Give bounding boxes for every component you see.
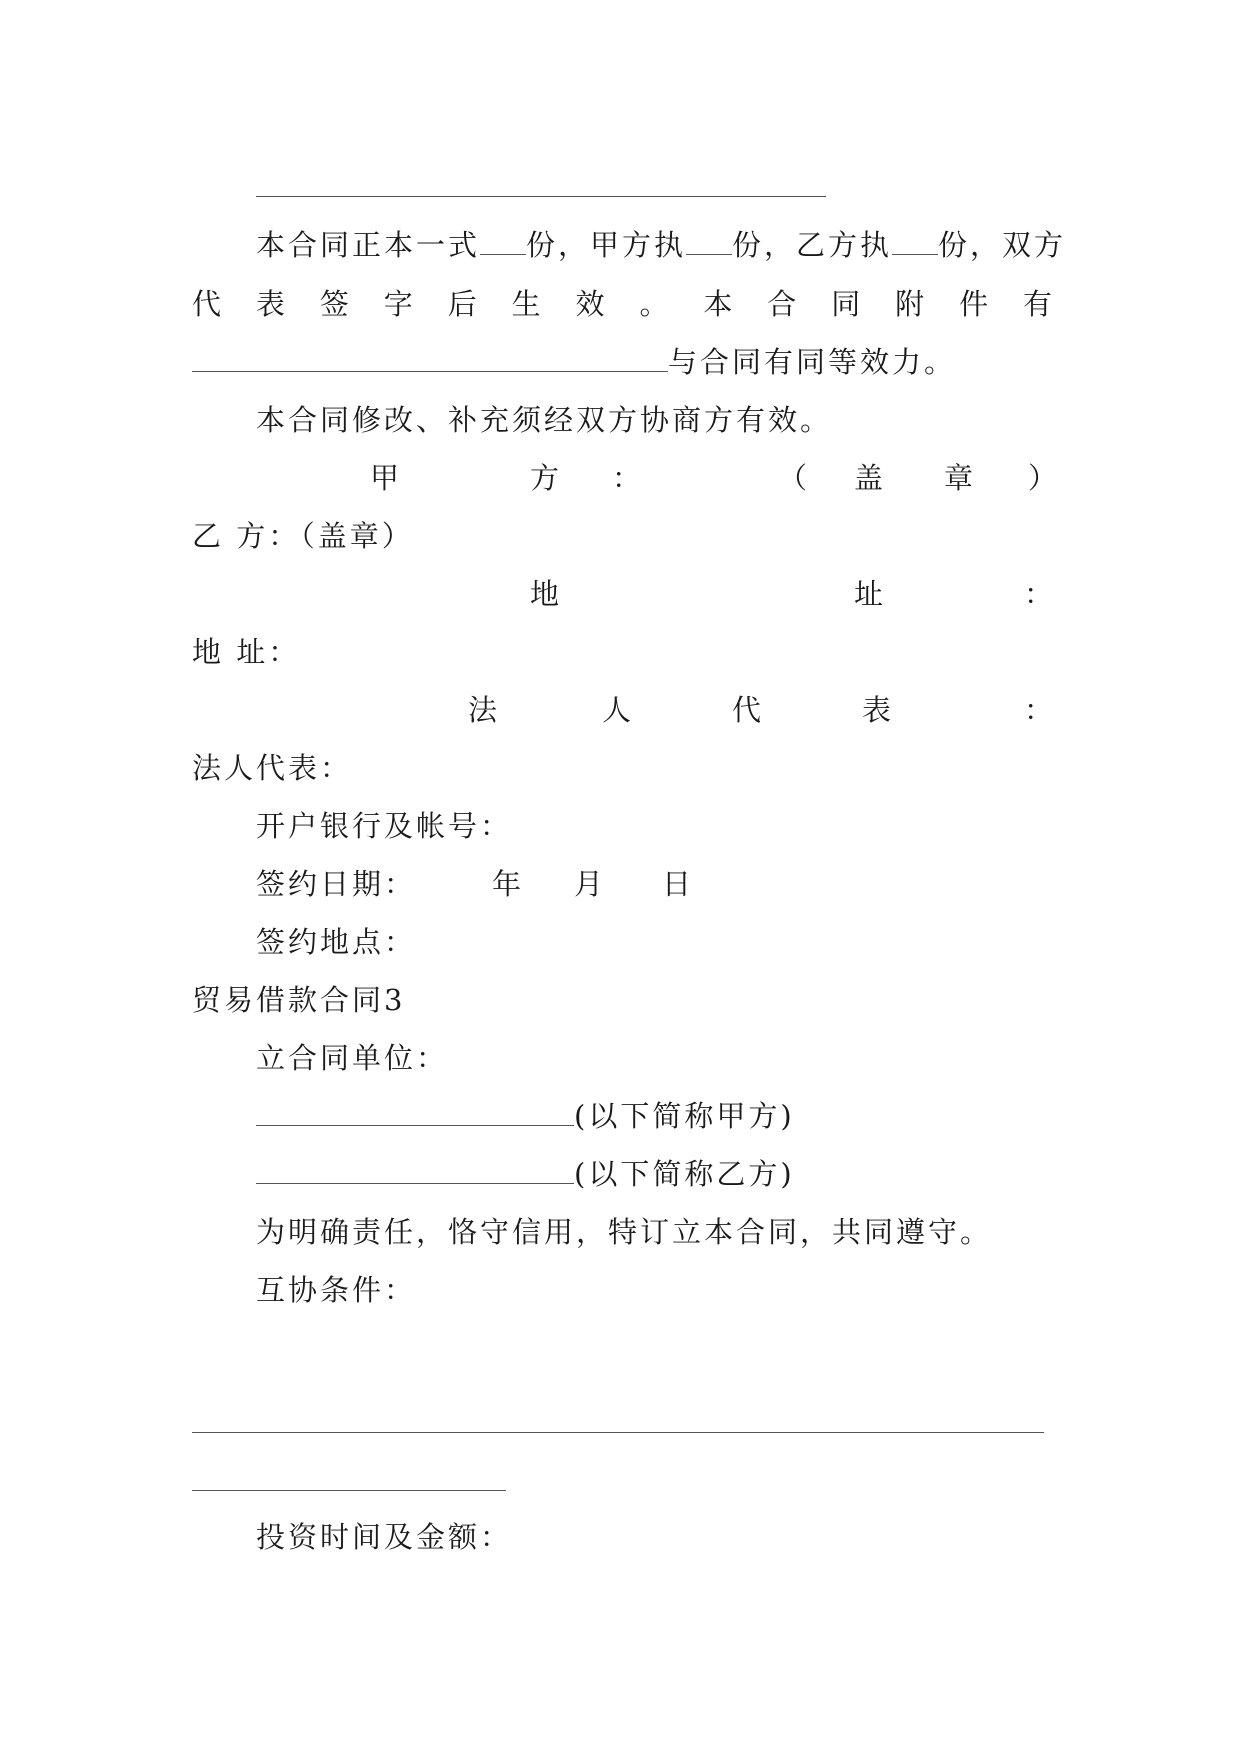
char: 效 xyxy=(575,287,605,321)
char: 表 xyxy=(862,693,892,727)
signing-date-month: 月 xyxy=(574,867,604,901)
copies-blank-total xyxy=(480,228,526,255)
party-b-name-blank xyxy=(256,1157,574,1184)
char: 甲 xyxy=(370,461,400,495)
char: 代 xyxy=(732,693,762,727)
char: 址 xyxy=(854,577,884,611)
copies-text-2: 份，甲方执 xyxy=(526,228,687,262)
party-b-seal: 乙 方：（盖章） xyxy=(192,519,414,553)
copies-clause xyxy=(256,225,1067,265)
attachment-clause xyxy=(192,342,1052,382)
party-a-address-row xyxy=(192,574,1052,614)
char: 同 xyxy=(831,287,861,321)
char: 人 xyxy=(602,693,632,727)
char: 件 xyxy=(959,287,989,321)
copies-blank-party-a xyxy=(686,228,732,255)
char: 代 xyxy=(192,287,222,321)
signing-place: 签约地点： xyxy=(256,925,417,959)
char: ） xyxy=(1028,461,1058,495)
copies-text-1: 本合同正本一式 xyxy=(256,228,481,262)
copies-blank-party-b xyxy=(892,228,938,255)
copies-text-4: 份，双方 xyxy=(938,228,1067,262)
signing-date-label: 签约日期： xyxy=(256,867,417,901)
char: ： xyxy=(1024,693,1054,727)
party-a-seal-row xyxy=(192,458,1058,498)
party-a-name-blank xyxy=(256,1099,574,1126)
char: 附 xyxy=(895,287,925,321)
char: 法 xyxy=(468,693,498,727)
contracting-units: 立合同单位： xyxy=(256,1041,449,1075)
char: 章 xyxy=(944,461,974,495)
char: 有 xyxy=(1022,287,1052,321)
mutual-conditions: 互协条件： xyxy=(256,1273,417,1307)
effective-clause-row xyxy=(192,284,1052,324)
party-a-legal-rep-row xyxy=(192,690,1052,730)
char: 盖 xyxy=(854,461,884,495)
conditions-blank-line-1 xyxy=(192,1432,1044,1433)
char: 生 xyxy=(511,287,541,321)
char: ： xyxy=(612,461,642,495)
char: 字 xyxy=(383,287,413,321)
party-b-alias: (以下简称乙方) xyxy=(574,1157,795,1191)
char: 地 xyxy=(530,577,560,611)
investment-time-amount: 投资时间及金额： xyxy=(256,1520,513,1554)
char: 表 xyxy=(255,287,285,321)
char: ： xyxy=(1024,577,1054,611)
char: 签 xyxy=(319,287,349,321)
attachment-text: 与合同有同等效力。 xyxy=(668,345,957,379)
char: （ xyxy=(778,461,808,495)
signing-date-row xyxy=(256,864,756,904)
purpose-clause: 为明确责任，恪守信用，特订立本合同，共同遵守。 xyxy=(256,1215,993,1249)
party-b-legal-rep: 法人代表： xyxy=(192,751,353,785)
conditions-blank-line-2 xyxy=(192,1490,506,1491)
char: 后 xyxy=(447,287,477,321)
party-a-name-line xyxy=(256,1096,795,1136)
section-heading: 贸易借款合同3 xyxy=(192,983,406,1017)
party-a-alias: (以下简称甲方) xyxy=(574,1099,795,1133)
top-blank-line xyxy=(256,196,826,197)
char: 方 xyxy=(530,461,560,495)
signing-date-day: 日 xyxy=(662,867,692,901)
amendment-clause: 本合同修改、补充须经双方协商方有效。 xyxy=(256,403,833,437)
party-b-name-line xyxy=(256,1154,795,1194)
copies-text-3: 份，乙方执 xyxy=(732,228,893,262)
attachment-blank xyxy=(192,345,668,372)
char: 合 xyxy=(767,287,797,321)
char: 。 xyxy=(639,287,669,321)
party-b-address: 地 址： xyxy=(192,635,301,669)
bank-account: 开户银行及帐号： xyxy=(256,809,513,843)
signing-date-year: 年 xyxy=(492,867,522,901)
char: 本 xyxy=(703,287,733,321)
